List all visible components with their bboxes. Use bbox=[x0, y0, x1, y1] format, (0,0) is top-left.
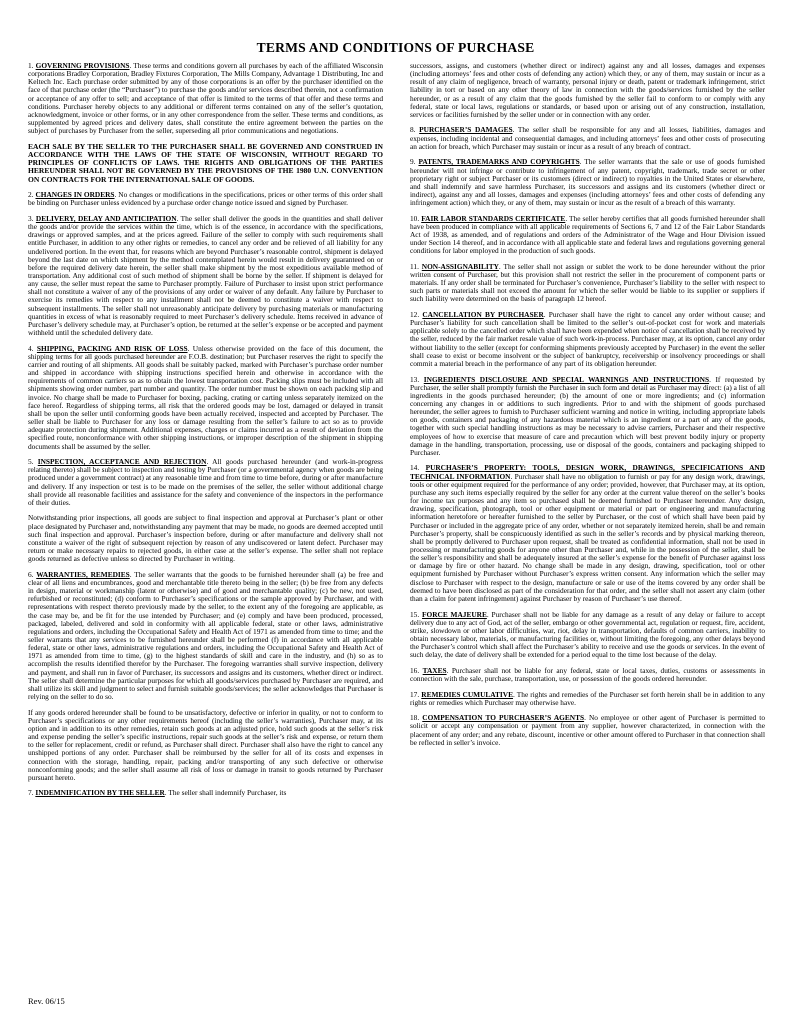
revision-label: Rev. 06/15 bbox=[28, 996, 65, 1006]
section-number: 9. bbox=[410, 157, 416, 167]
section-text: If any goods ordered hereunder shall be found to be unsatisfactory, defective or inferior in quality, or not to conform to Purchaser’s specifications or any other requirements hereof (including the seller’s warranties), Purchaser may, at its option and in addition to its other remedies, retain such goods at an adjusted price, hold such goods at the seller’s risk and expense pending the seller’s specific instructions, repair such goods at the seller’s risk and expense, or return them to the seller for replacement, credit or refund, as Purchaser shall direct. Purchaser shall also have the right to cancel any unshipped portions of any order. Purchaser shall be reimbursed by the seller for all of its costs and expenses in connection with the storage, handling, repair, packing and/or transporting of any such defective or otherwise nonconforming goods; and the seller shall assume all risk of loss or damage in transit to goods returned by Purchaser pursuant hereto. bbox=[28, 707, 383, 782]
section-paragraph bbox=[410, 311, 765, 368]
left-column bbox=[28, 62, 383, 805]
section-heading: FORCE MAJEURE bbox=[422, 609, 487, 619]
section-number: 1. bbox=[28, 61, 34, 70]
section-text: . Purchaser shall not be liable for any damage as a result of any delay or failure to accept delivery due to any act of God, act of the seller, embargo or other governmental act, regulation or request, fire, accident, strike, slowdown or other labor difficulties, war, riot, delay in transportation, defaults of common carriers, inability to obtain necessary labor, materials, or manufacturing facilities or, without limiting the foregoing, any other delays beyond the Purchaser’s control which shall affect the Purchaser’s ability to receive and use the goods or services. In the event of such delay, the date of delivery shall be extended for a period equal to the time lost because of the delay. bbox=[410, 609, 765, 660]
section-number: 5. bbox=[28, 457, 34, 467]
section-text: . The seller shall deliver the goods in the quantities and shall deliver the goods and/or provide the services within the time, which is of the essence, in accordance with the specifications, drawings or approved samples, and at the prices agreed. Failure of the seller to comply with such requirements shall entitle Purchaser, in addition to any other rights or remedies, to cancel any order and be relieved of all liability for any undelivered portion. In the event that, for reasons which are beyond Purchaser’s reasonable control, shipment is delayed beyond the last date on which shipment by the method contemplated herein would result in delivery guaranteed on or before the required delivery date herein, the seller shall make shipment by the most expeditious available method of transportation. Any additional cost of such method of shipment shall be borne by the seller. If shipment is delayed for any cause, the seller must repeat the same to Purchaser promptly. Failure of Purchaser to insist upon strict performance shall not constitute a waiver of any of the provisions of any order or waiver of any default. Any failure by Purchaser to exercise its remedies with respect to any installment shall not be deemed to constitute a waiver with respect to subsequent installments. The seller shall not unreasonably anticipate delivery by purchasing materials or manufacturing quantities in excess of what is reasonably required to meet Purchaser’s delivery schedule. Items received in advance of Purchaser’s delivery schedule may, at Purchaser’s option, be returned at the seller’s expense or be accepted and payment withheld until the scheduled delivery date. bbox=[28, 213, 383, 338]
section-number: 2. bbox=[28, 190, 34, 200]
section-heading: CANCELLATION BY PURCHASER bbox=[422, 310, 544, 320]
section-paragraph bbox=[410, 215, 765, 256]
section-paragraph bbox=[28, 709, 383, 782]
section-paragraph bbox=[28, 345, 383, 451]
section-heading: PURCHASER’S DAMAGES bbox=[419, 125, 513, 135]
section-text: . All goods purchased hereunder (and work-in-progress relating thereto) shall be subject to inspection and testing by Purchaser (or a governmental agency when goods are being produced under a government contract) at any reasonable time and from time to time before, during or after manufacture and delivery. If any inspection or test is to be made on the premises of the seller, the seller without additional charge shall provide all reasonable facilities and assistance for the safety and convenience of the inspectors in the performance of their duties. bbox=[28, 457, 383, 507]
section-paragraph bbox=[410, 667, 765, 683]
section-number: 16. bbox=[410, 665, 420, 675]
section-paragraph bbox=[28, 191, 383, 207]
section-heading: CHANGES IN ORDERS bbox=[35, 190, 115, 200]
section-text: . If requested by Purchaser, the seller shall promptly furnish the Purchaser in such form and detail as Purchaser may direct: (a) a list of all ingredients in the goods purchased hereunder; (b) the amount of one or more ingredients; and (c) information concerning any changes in or additions to such ingredients. Prior to and with the shipment of goods purchased hereunder, the seller agrees to furnish to Purchaser sufficient warning and notice in writing, including appropriate labels on goods, containers and packaging of any hazardous material which is an ingredient or a part of any of the goods, together with such special handling instructions as may be necessary to advise carriers, Purchaser and their respective employees of how to exercise that measure of care and precaution which will best prevent bodily injury or property damage in the handling, transportation, processing, use or disposal of the goods, containers and packaging shipped to Purchaser. bbox=[410, 374, 766, 457]
section-number: 18. bbox=[410, 713, 420, 723]
section-number: 12. bbox=[410, 310, 420, 320]
right-column bbox=[410, 62, 765, 754]
section-paragraph bbox=[410, 263, 765, 304]
section-text: . The rights and remedies of the Purchaser set forth herein shall be in addition to any rights or remedies which Purchaser may otherwise have. bbox=[410, 689, 766, 707]
section-heading: NON-ASSIGNABILITY bbox=[421, 261, 499, 271]
governing-law-clause: EACH SALE BY THE SELLER TO THE PURCHASER SHALL BE GOVERNED AND CONSTRUED IN ACCORDANCE WITH THE LAWS OF THE STATE OF WISCONSIN, WITHOUT REGARD TO PRINCIPLES OF CONFLICTS OF LAWS. THE RIGHTS AND OBLIGATIONS OF THE PARTIES HEREUNDER SHALL NOT BE GOVERNED BY THE PROVISIONS OF THE 1980 U.N. CONVENTION ON CONTRACTS FOR THE INTERNATIONAL SALE OF GOODS. bbox=[28, 141, 383, 184]
section-text: . The seller warrants that the sale or use of goods furnished hereunder will not infringe or contribute to infringement of any patent, copyright, trademark, trade secret or other proprietary right or subject Purchaser or its customers (direct or indirect) to royalties in the United States or elsewhere, and shall indemnify and save harmless Purchaser, its successors and assigns and its customers (whether direct or indirect), against any and all losses, damages and expenses (including attorneys’ fees and other costs of defending any infringement action) which they, or any of them, may sustain or incur as the result of a breach of this warranty. bbox=[410, 157, 765, 208]
section-number: 3. bbox=[28, 213, 34, 223]
section-text: . No changes or modifications in the specifications, prices or other terms of this order shall be binding on Purchaser unless evidenced by a purchase order change notice issued and signed by Purchaser. bbox=[28, 190, 383, 208]
section-paragraph bbox=[28, 143, 383, 184]
section-heading: PATENTS, TRADEMARKS AND COPYRIGHTS bbox=[418, 157, 580, 167]
section-paragraph bbox=[410, 62, 765, 119]
page-title: TERMS AND CONDITIONS OF PURCHASE bbox=[256, 40, 535, 55]
section-heading: REMEDIES CUMULATIVE bbox=[421, 689, 513, 699]
section-paragraph bbox=[410, 714, 765, 747]
section-text: . The seller warrants that the goods to be furnished hereunder shall (a) be free and clear of all liens and encumbrances, good and merchantable title thereto being in the seller; (b) be free from any defects in design, material or workmanship (latent or otherwise) and of good and merchantable quality; (c) be new, not used, refurbished or reconstituted; (d) conform to Purchaser’s specifications or the sample approved by Purchaser, and with representations with respect thereto previously made by the seller, to the extent any of the foregoing are applicable, as the case may be, and be fit for the use intended by Purchaser; and (e) comply and have been produced, processed, packaged, labeled, delivered and sold in conformity with all applicable federal, state or other laws, administrative regulations and orders, including the Occupational Safety and Health Act of 1971 as amended from time to time; and the seller warrants that any services to be furnished hereunder shall be performed (f) in accordance with all applicable federal, state or other laws, administrative regulations and orders, including the Occupational Safety and Health Act of 1971 as amended from time to time, (g) to the highest standards of skill and care in the industry, and (h) so as to accomplish the results identified therefor by the Purchaser. The foregoing warranties shall survive inspection, delivery and payment, and shall run in favor of Purchaser, its successors and assigns and its customers, whether direct or indirect. The seller shall determine the particular purposes for which all goods/services purchased by Purchaser are required, and shall utilize its skill and judgment to select and furnish suitable goods/services; the seller acknowledges that Purchaser is relying on the seller to do so. bbox=[28, 569, 383, 702]
section-heading: INGREDIENTS DISCLOSURE AND SPECIAL WARNINGS AND INSTRUCTIONS bbox=[423, 374, 710, 384]
section-paragraph bbox=[28, 514, 383, 563]
section-heading: FAIR LABOR STANDARDS CERTIFICATE bbox=[421, 213, 566, 223]
section-number: 4. bbox=[28, 343, 34, 353]
section-number: 10. bbox=[410, 213, 420, 223]
section-paragraph bbox=[410, 158, 765, 207]
section-number: 6. bbox=[28, 569, 34, 579]
section-paragraph bbox=[410, 126, 765, 150]
section-paragraph bbox=[410, 691, 765, 707]
section-heading: DELIVERY, DELAY AND ANTICIPATION bbox=[35, 213, 177, 223]
section-text: . These terms and conditions govern all purchases by each of the affiliated Wisconsin corporations Bradley Corporation, Bradley Fixtures Corporation, The Mills Company, Advantage 1 Distributing, Inc and Keltech Inc. Each purchase order submitted by any of those corporations is an offer by the purchaser identified on the face of that purchase order (the “Purchaser”) to purchase the goods and/or services described therein, not a confirmation or acceptance of any offer to sell; and acceptance of that offer is limited to the terms of that offer and these terms and conditions. Purchaser hereby objects to any additional or different terms contained on any of the seller’s quotation, acknowledgment, invoice or other forms, or in any other correspondence from the seller. These terms and conditions, as supplemented by agreed prices and delivery dates, shall constitute the entire agreement between the parties on the subject of purchases by Purchaser from the seller, superseding all prior communications and negotiations. bbox=[28, 61, 383, 136]
section-text: . The seller shall not assign or sublet the work to be done hereunder without the prior written consent of Purchaser, but this provision shall not restrict the seller in the procurement of component parts or materials. If any order shall be terminated for Purchaser’s convenience, Purchaser’s liability to the seller with respect to such parts or materials shall not exceed the amount for which the seller would be liable to its supplier or suppliers if such liability were determined on the basis of paragraph 12 hereof. bbox=[410, 261, 765, 304]
section-paragraph bbox=[28, 789, 383, 797]
section-text: . Purchaser shall have the right to cancel any order without cause; and Purchaser’s liability for such cancellation shall be limited to the seller’s out-of-pocket cost for work and materials applicable solely to the cancelled order which shall have been expended when notice of cancellation shall be received by the seller, reduced by the fair market resale value of such work-in-process. Purchaser may, at its option, cancel any order without liability to the seller (except for conforming shipments previously accepted by Purchaser) in the event the seller shall cease to exist or become insolvent or the subject of bankruptcy, receivership or insolvency proceedings or shall commit a material breach in the performance of any part of its obligation hereunder. bbox=[410, 310, 765, 368]
section-heading: SHIPPING, PACKING AND RISK OF LOSS bbox=[36, 343, 188, 353]
section-heading: WARRANTIES, REMEDIES bbox=[36, 569, 130, 579]
section-number: 14. bbox=[410, 463, 420, 473]
section-text: . The seller shall be responsible for any and all losses, liabilities, damages and expenses, including incidental and consequential damages, and including attorneys’ fees and other costs of prosecuting an action for breach, which Purchaser may sustain or incur as a result of any breach of contract. bbox=[410, 125, 765, 151]
section-text: . Purchaser shall not be liable for any federal, state or local taxes, duties, customs or assessments in connection with the sale, purchase, transportation, use, or possession of the goods ordered hereunder. bbox=[410, 665, 765, 683]
section-paragraph bbox=[28, 62, 383, 135]
section-paragraph bbox=[28, 458, 383, 507]
section-number: 8. bbox=[410, 125, 416, 135]
section-text: . No employee or other agent of Purchaser is permitted to solicit or accept any compensation or payment from any supplier, however characterized, in connection with the placement of any order; and any rebate, discount, incentive or other amount offered to Purchaser in that connection shall be reflected in seller’s invoice. bbox=[410, 713, 766, 747]
section-paragraph bbox=[410, 464, 765, 603]
section-number: 17. bbox=[410, 689, 420, 699]
section-heading: TAXES bbox=[422, 665, 447, 675]
section-text: Notwithstanding prior inspections, all goods are subject to final inspection and approval at Purchaser’s plant or other place designated by Purchaser and, notwithstanding any payment that may be made, no goods are deemed accepted until such final inspection and approval. Purchaser’s inspection before, during or after manufacture and delivery shall not constitute a waiver of the right of subsequent rejection by reason of any undiscovered or latent defect. Purchaser may return or make necessary repairs to rejected goods, in either case at the seller’s expense. The seller shall not replace goods returned as defective unless so directed by Purchaser in writing. bbox=[28, 513, 383, 564]
section-paragraph bbox=[410, 376, 765, 458]
section-paragraph bbox=[28, 571, 383, 702]
section-text: . The seller hereby certifies that all goods furnished hereunder shall have been produced in compliance with all applicable requirements of Sections 6, 7 and 12 of the Fair Labor Standards Act of 1938, as amended, and of regulations and orders of the Administrator of the Wage and Hour Division issued under Section 14 thereof, and in accordance with all applicable state and federal laws and regulations governing general conditions for labor employed in the production of such goods. bbox=[410, 213, 765, 256]
section-heading: COMPENSATION TO PURCHASER’S AGENTS bbox=[422, 713, 585, 723]
section-heading: PURCHASER’S PROPERTY: TOOLS, DESIGN WORK, DRAWINGS, SPECIFICATIONS AND TECHNICAL INFORMATION bbox=[410, 463, 765, 481]
section-number: 11. bbox=[410, 261, 419, 271]
section-number: 13. bbox=[410, 374, 420, 384]
section-heading: INSPECTION, ACCEPTANCE AND REJECTION bbox=[37, 457, 207, 467]
section-paragraph bbox=[410, 611, 765, 660]
section-heading: GOVERNING PROVISIONS bbox=[35, 61, 130, 70]
section-number: 15. bbox=[410, 609, 420, 619]
section-text: successors, assigns, and customers (whether direct or indirect) against any and all losses, damages and expenses (including attorneys’ fees and other costs of defending any action) which they, or any of them, may sustain or incur as a result of any claim of negligence, breach of warranty, personal injury or death, patent or trademark infringement, strict liability in tort or based on any other theory of law in connection with the goods/services furnished by the seller hereunder, or as a result of any claim that the goods furnished by the seller fail to conform to or comply with any federal, state or local laws, regulations or standards, or based upon or arising out of any construction, installation, services or facilities furnished by the seller under or in connection with any order. bbox=[410, 61, 765, 119]
section-number: 7. bbox=[28, 788, 34, 798]
section-paragraph bbox=[28, 215, 383, 337]
section-text: . Purchaser shall have no obligation to furnish or pay for any design work, drawings, tools or other equipment required for the performance of any order; provided, however, that Purchaser may, at its option, purchase any such items especially required by the seller for any order at the current value thereof on the seller’s books for income tax purposes and any item so purchased shall be deemed furnished to Purchaser hereunder. Any design, drawing, specification, photograph, tool or other equipment or material or part or engineering and manufacturing information heretofore or hereafter furnished to the seller by Purchaser, or the cost of which shall have been paid by Purchaser or included in the aggregate price of any order, whether or not separately itemized herein, shall be and remain Purchaser’s property, shall be conspicuously identified as such in the seller’s records and by physical marking thereon, shall be promptly delivered to Purchaser upon request, shall be treated as confidential information, shall not be used in processing or manufacturing goods for anyone other than Purchaser and, while in the possession of the seller, shall be the seller’s responsibility and shall be adequately insured at the seller’s expense for the benefit of Purchaser against loss or damage by fire or other hazard. No change shall be made in any design, drawing, specification, tool or other equipment furnished by Purchaser without Purchaser’s express written consent. Any information which the seller may disclose to Purchaser with respect to the design, manufacture or sale or use of the items covered by any order shall be deemed to have been disclosed as part of the consideration for that order, and the seller shall not assert any claim (other than a claim for patent infringement) against Purchaser by reason of Purchaser’s use thereof. bbox=[410, 471, 765, 603]
section-text: . The seller shall indemnify Purchaser, its bbox=[164, 788, 287, 798]
section-text: . Unless otherwise provided on the face of this document, the shipping terms for all goods purchased hereunder are F.O.B. destination; but Purchaser reserves the right to specify the carrier and routing of all shipments. All goods shall be suitably packed, marked with Purchaser’s purchase order number and shipped in accordance with shipping instructions specified herein and otherwise in accordance with the requirements of common carriers so as to obtain the lowest transportation cost. Packing slips must be included with all shipments showing order number, part number and quantity. The order number must be shown on each packing slip and invoice. No charge shall be made to Purchaser for boxing, packing, crating or carting unless separately itemized on the face hereof. Regardless of shipping terms, all risk that the ordered goods may be lost, damaged or delayed in transit shall be upon the seller until conforming goods have been actually received, inspected and accepted by Purchaser. The seller shall be liable to Purchaser for any loss or damage resulting from the seller’s failure to act so as to provide adequate protection during shipment. Additional expenses, charges or claims incurred as a result of deviation from the specified route, nonconformance with other shipping instructions, or improper description of the shipment in shipping documents shall be assumed by the seller. bbox=[28, 343, 383, 451]
section-heading: INDEMNIFICATION BY THE SELLER bbox=[35, 788, 165, 798]
